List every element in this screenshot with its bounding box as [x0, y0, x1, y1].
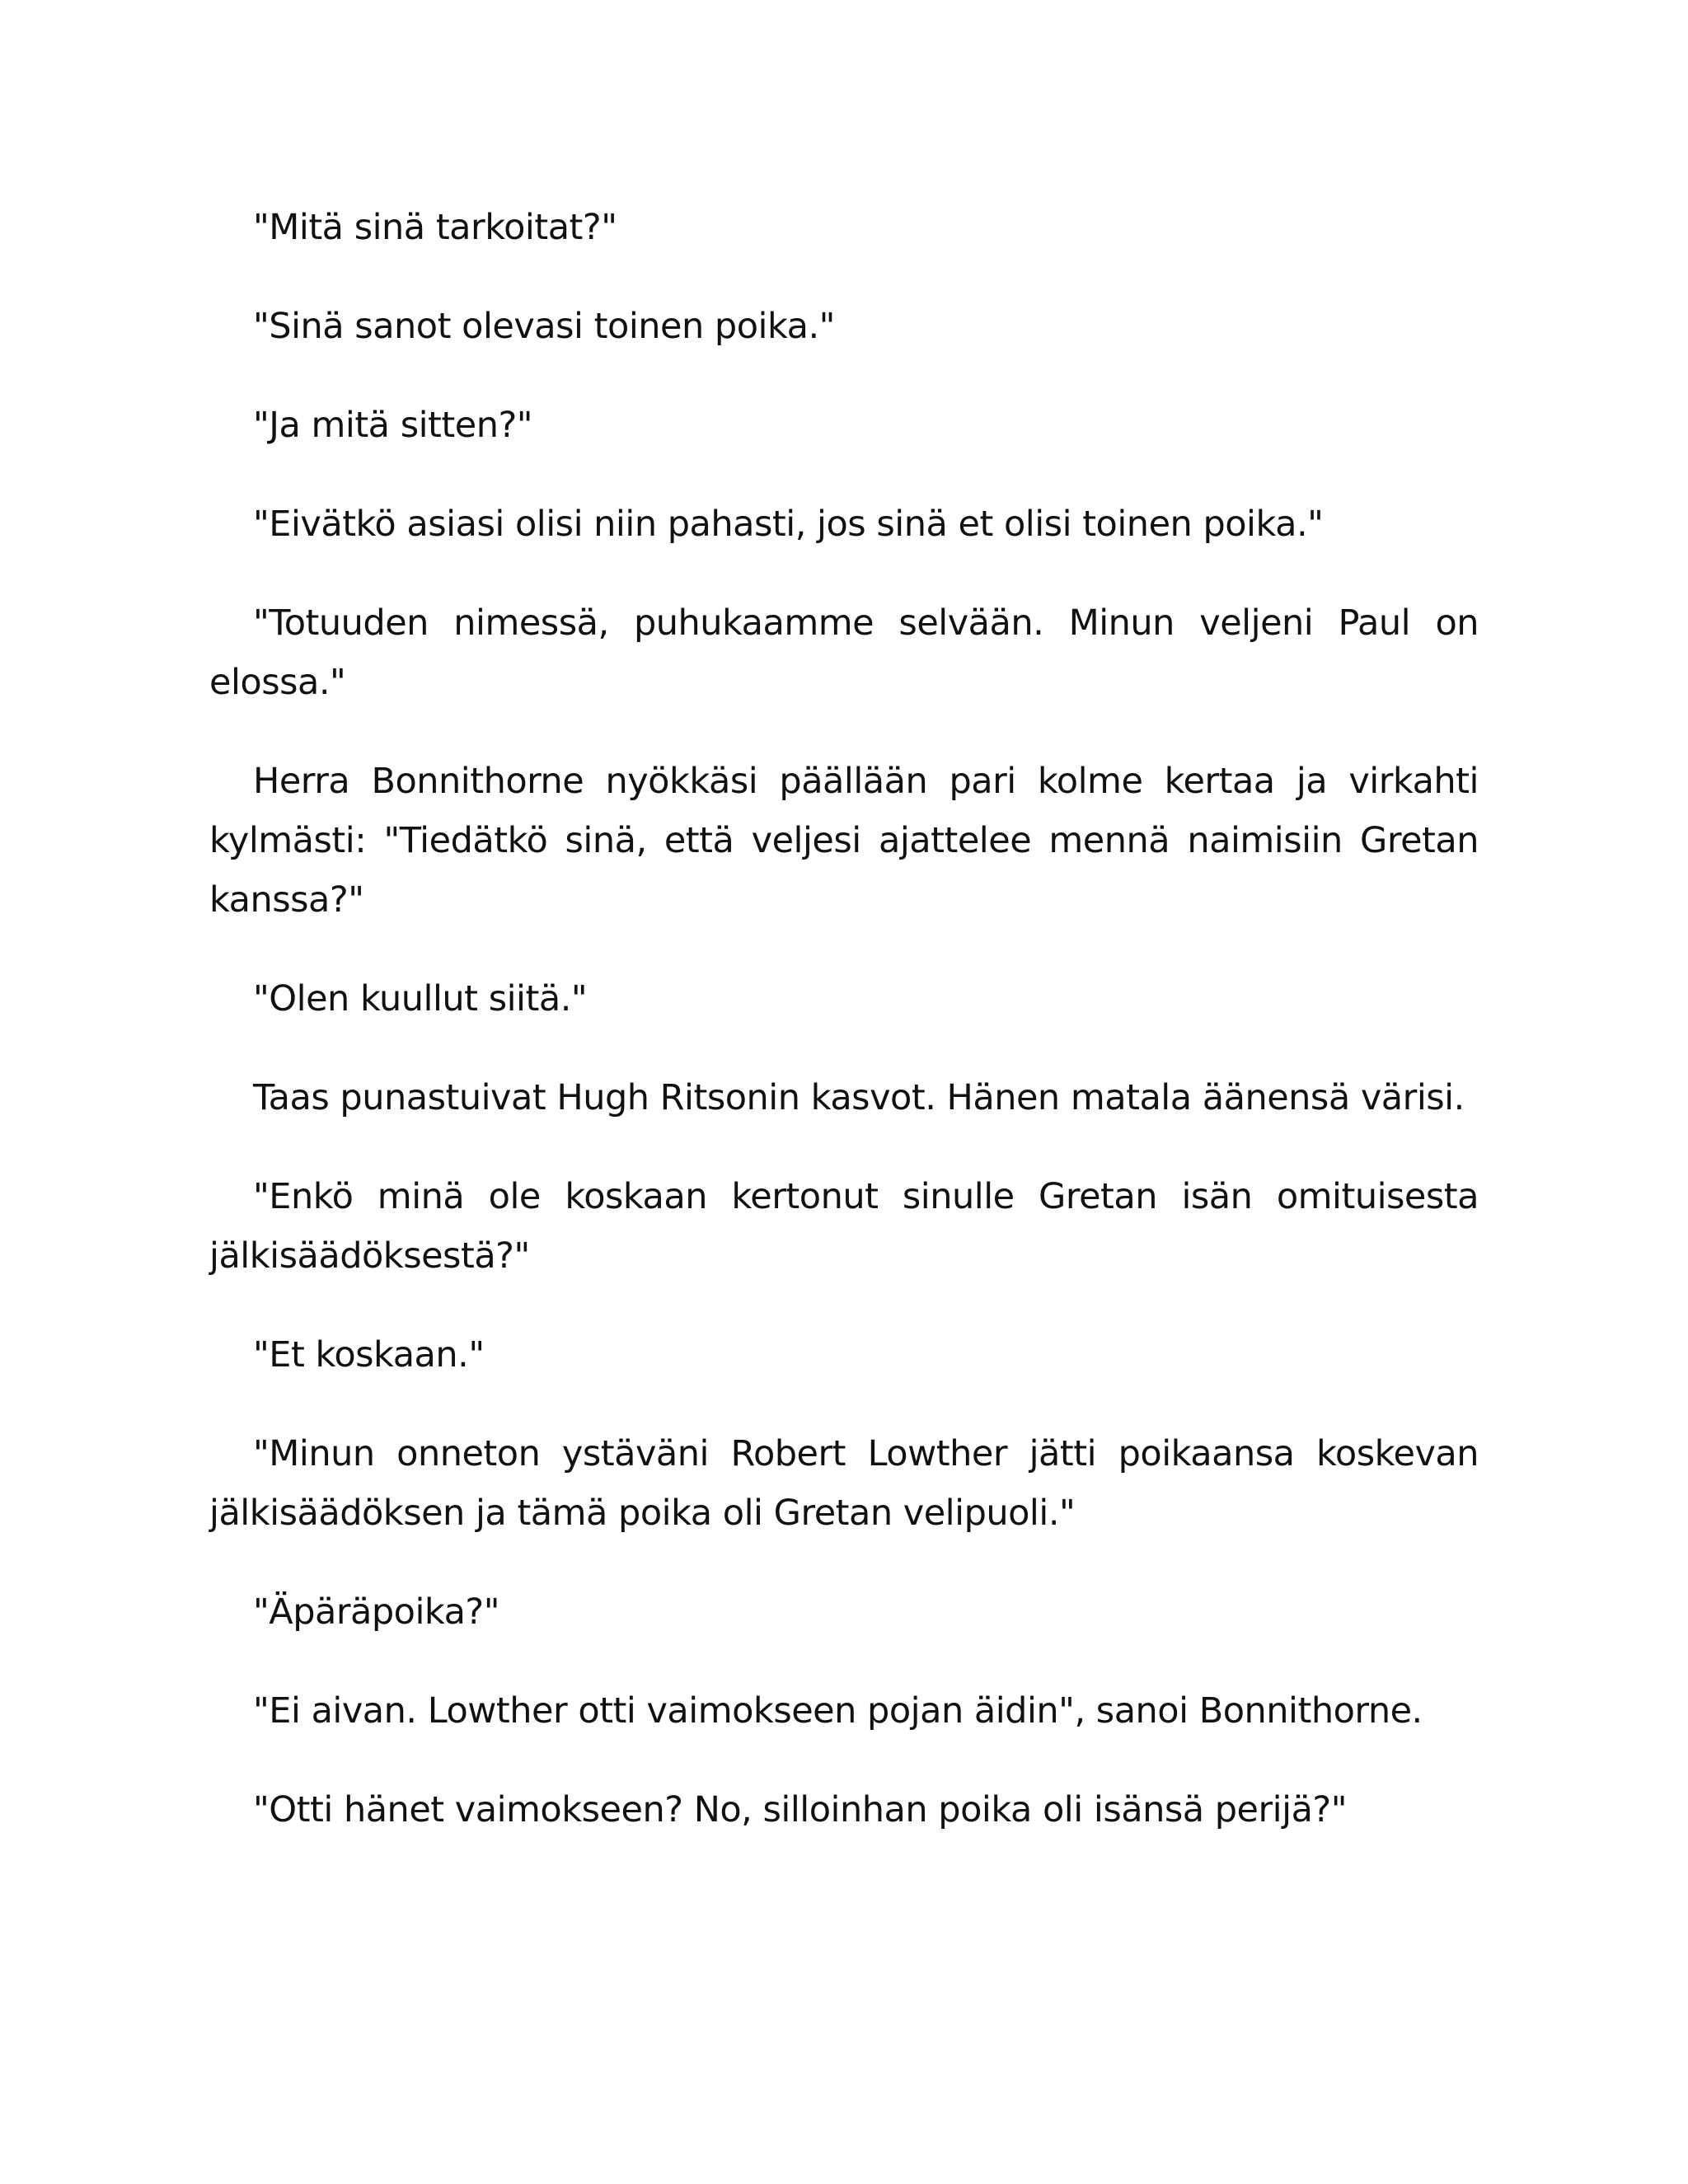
paragraph: "Et koskaan."	[253, 1334, 485, 1376]
paragraph: Taas punastuivat Hugh Ritsonin kasvot. Hänen matala äänensä värisi.	[253, 1077, 1465, 1118]
paragraph: Herra Bonnithorne nyökkäsi päällään pari kolme kertaa ja virkahti kylmästi: "Tiedätkö sinä, että veljesi ajattelee mennä naimisiin Gretan kanssa?"	[209, 761, 1479, 921]
paragraph: "Sinä sanot olevasi toinen poika."	[253, 306, 835, 347]
paragraph: "Totuuden nimessä, puhukaamme selvään. Minun veljeni Paul on elossa."	[209, 602, 1479, 703]
paragraph: "Eivätkö asiasi olisi niin pahasti, jos sinä et olisi toinen poika."	[253, 504, 1324, 545]
paragraph: "Enkö minä ole koskaan kertonut sinulle Gretan isän omituisesta jälkisäädöksestä?"	[209, 1176, 1479, 1277]
paragraph: "Otti hänet vaimokseen? No, silloinhan poika oli isänsä perijä?"	[253, 1789, 1348, 1830]
paragraph: "Minun onneton ystäväni Robert Lowther jätti poikaansa koskevan jälkisäädöksen ja tämä poika oli Gretan velipuoli."	[209, 1433, 1479, 1534]
paragraph: "Ja mitä sitten?"	[253, 405, 533, 446]
paragraph: "Äpäräpoika?"	[253, 1591, 500, 1633]
paragraph: "Ei aivan. Lowther otti vaimokseen pojan äidin", sanoi Bonnithorne.	[253, 1690, 1423, 1732]
document-page	[209, 198, 1479, 1840]
paragraph: "Olen kuullut siitä."	[253, 978, 588, 1019]
paragraph: "Mitä sinä tarkoitat?"	[253, 207, 617, 248]
